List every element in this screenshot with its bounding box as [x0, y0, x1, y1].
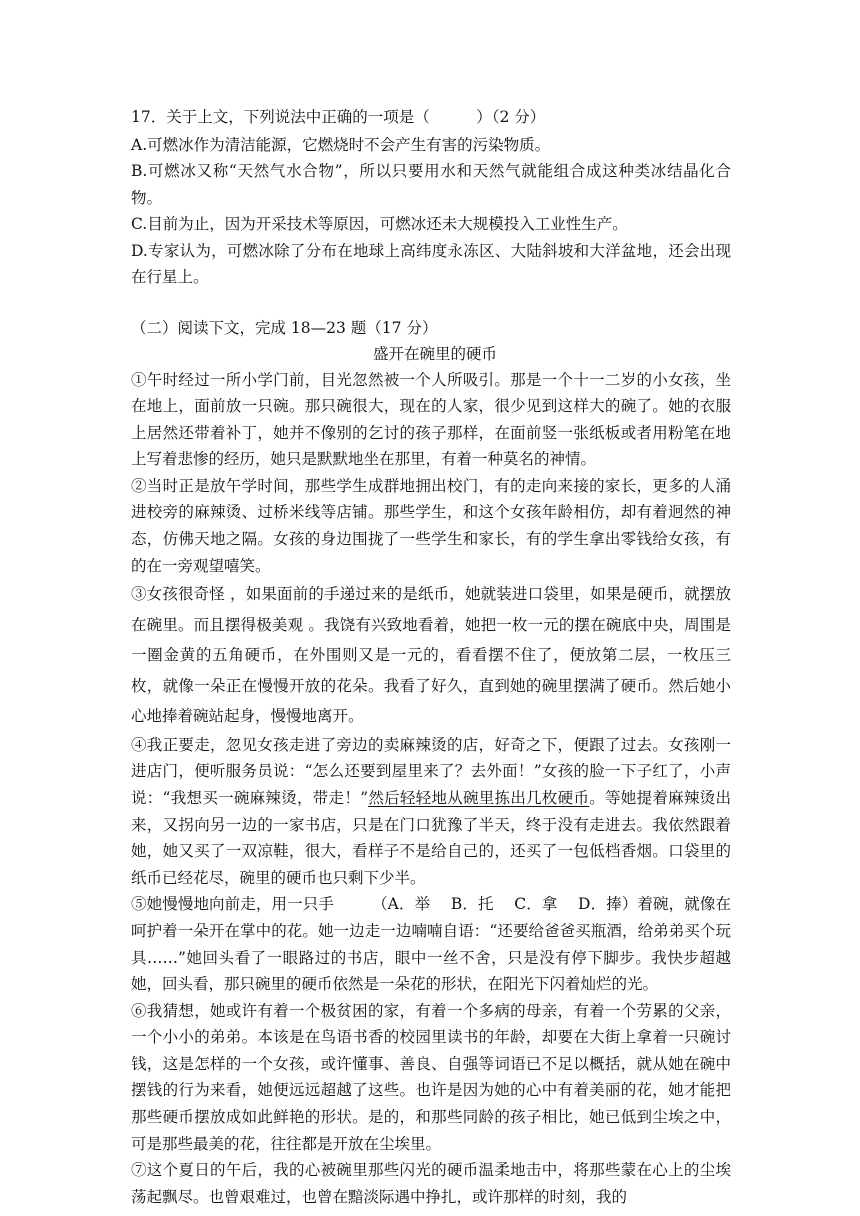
question-17-option-b: B.可燃冰又称“天然气水合物”，所以只要用水和天然气就能组合成这种类冰结晶化合物。 — [131, 162, 731, 207]
section-gap — [131, 291, 731, 315]
paragraph-5 — [131, 891, 731, 997]
question-17-option-d: D.专家认为，可燃冰除了分布在地球上高纬度永冻区、大陆斜坡和大洋盆地，还会出现在行星上。 — [131, 241, 731, 286]
section-2-heading: （二）阅读下文，完成 18—23 题（17 分） — [131, 318, 438, 337]
paragraph-5-word-choices: （A．举 B．托 C．拿 D．捧） — [371, 895, 638, 914]
article-title: 盛开在碗里的硬币 — [372, 344, 497, 363]
question-17-stem: 17．关于上文，下列说法中正确的一项是（ ）（2 分） — [131, 108, 546, 126]
paragraph-1: ①午时经过一所小学门前，目光忽然被一个人所吸引。那是一个十一二岁的小女孩，坐在地上，面前放一只碗。那只碗很大，现在的人家，很少见到这样大的碗了。她的衣服上居然还带着补丁，她并不像别的乞讨的孩子那样，在面前竖一张纸板或者用粉笔在地上写着悲惨的经历，她只是默默地坐在那里，有着一种莫名的神情。 — [131, 370, 731, 469]
paragraph-4 — [131, 732, 731, 892]
paragraph-4-text-after: 。等她提着麻辣烫出来，又拐向另一边的一家书店，只是在门口犹豫了半天，终于没有走进去。我依然跟着她，她又买了一双凉鞋，很大，看样子不是给自己的，还买了一包低档香烟。口袋里的纸币已经花尽，碗里的硬币也只剩下少半。 — [131, 788, 731, 887]
question-17-option-c: C.目前为止，因为开采技术等原因，可燃冰还未大规模投入工业性生产。 — [131, 215, 628, 233]
paragraph-4-text-before: ④我正要走，忽见女孩走进了旁边的卖麻辣烫的店，好奇之下，便跟了过去。女孩刚一进店门，便听服务员说：“怎么还要到屋里来了？去外面！”女孩的脸一下子红了，小声说：“我想买一碗麻辣烫，带走！” — [131, 735, 731, 807]
paragraph-5-text-before: ⑤她慢慢地向前走，用一只手 — [131, 895, 334, 914]
paragraph-3: ③女孩很奇怪 ，如果面前的手递过来的是纸币，她就装进口袋里，如果是硬币，就摆放在碗里。而且摆得极美观 。我饶有兴致地看着，她把一枚一元的摆在碗底中央，周围是一圈金黄的五角硬币，在外围则又是一元的，看看摆不住了，便放第二层，一枚压三枚，就像一朵正在慢慢开放的花朵。我看了好久，直到她的碗里摆满了硬币。然后她小心地捧着碗站起身，慢慢地离开。 — [131, 585, 731, 726]
paragraph-5-text-after: 着碗，就像在呵护着一朵开在掌中的花。她一边走一边喃喃自语：“还要给爸爸买瓶酒，给弟弟买个玩具……”她回头看了一眼路过的书店，眼中一丝不舍，只是没有停下脚步。我快步超越她，回头看，那只碗里的硬币依然是一朵花的形状，在阳光下闪着灿烂的光。 — [131, 895, 731, 994]
question-17-option-a: A.可燃冰作为清洁能源，它燃烧时不会产生有害的污染物质。 — [131, 135, 551, 154]
paragraph-6: ⑥我猜想，她或许有着一个极贫困的家，有着一个多病的母亲，有着一个劳累的父亲，一个小小的弟弟。本该是在鸟语书香的校园里读书的年龄，却要在大街上拿着一只碗讨钱，这是怎样的一个女孩，或许懂事、善良、自强等词语已不足以概括，就从她在碗中摆钱的行为来看，她便远远超越了这些。也许是因为她的心中有着美丽的花，她才能把那些硬币摆放成如此鲜艳的形状。是的，和那些同龄的孩子相比，她已低到尘埃之中，可是那些最美的花，往往都是开放在尘埃里。 — [131, 1001, 731, 1153]
paragraph-7: ⑦这个夏日的午后，我的心被碗里那些闪光的硬币温柔地击中，将那些蒙在心上的尘埃荡起飘尽。也曾艰难过，也曾在黯淡际遇中挣扎，或许那样的时刻，我的 — [131, 1161, 731, 1206]
paragraph-2: ②当时正是放午学时间，那些学生成群地拥出校门，有的走向来接的家长，更多的人涌进校旁的麻辣烫、过桥米线等店铺。那些学生，和这个女孩年龄相仿，却有着迥然的神态，仿佛天地之隔。女孩的身边围拢了一些学生和家长，有的学生拿出零钱给女孩，有的在一旁观望嘻笑。 — [131, 476, 731, 575]
question-17 — [131, 104, 731, 291]
paragraph-4-underlined-sentence: 然后轻轻地从碗里拣出几枚硬币 — [368, 788, 590, 807]
document-content — [131, 104, 731, 1210]
